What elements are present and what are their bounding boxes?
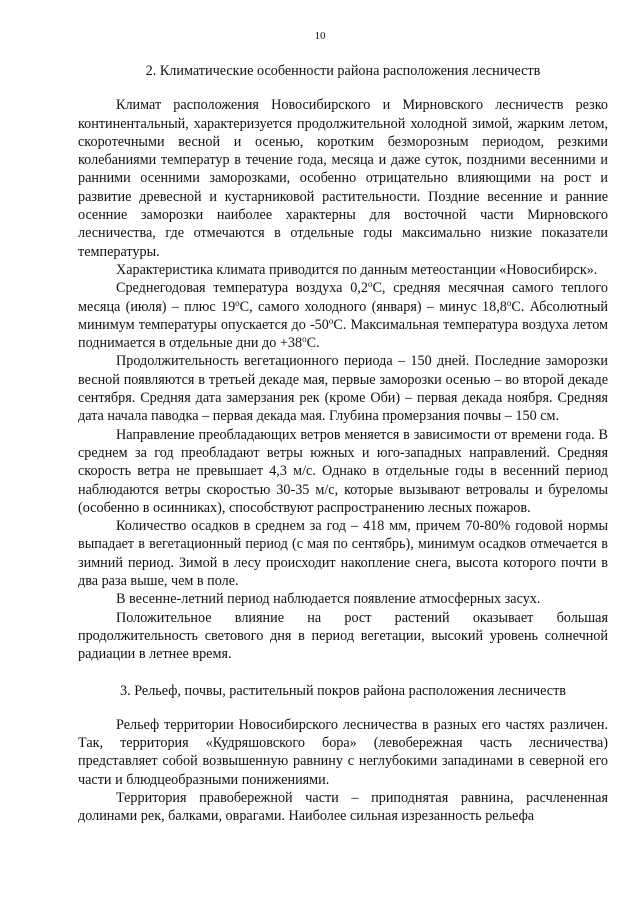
section-heading-relief: 3. Рельеф, почвы, растительный покров района расположения лесничеств	[120, 682, 566, 699]
degree-superscript: o	[367, 279, 373, 290]
paragraph-text: С. Абсолютный минимум температуры опускается до -50	[78, 298, 608, 333]
degree-superscript: o	[302, 334, 307, 345]
paragraph	[78, 609, 608, 664]
paragraph	[78, 352, 608, 425]
paragraph-text: С, средняя месячная самого теплого месяца (июля) – плюс 19	[78, 280, 608, 315]
paragraph	[78, 789, 608, 826]
paragraph	[78, 517, 608, 590]
paragraph-text: Территория правобережной части – приподнятая равнина, расчлененная долинами рек, балками, оврагами. Наиболее сильная изрезанность рельефа	[78, 789, 608, 825]
paragraph-text: Рельеф территории Новосибирского лесничества в разных его частях различен. Так, территория «Кудряшовского бора» (левобережная часть лесничества) представляет собой возвышенную равнину с неглубокими западинами в северной его части и блюдцеобразными понижениями.	[78, 716, 608, 788]
paragraph	[78, 279, 608, 352]
paragraph-text: Количество осадков в среднем за год – 418 мм, причем 70-80% годовой нормы выпадает в вегетационный период (с мая по сентябрь), минимум осадков отмечается в зимний период. Зимой в лесу происходит накопление снега, высота которого почти в два раза выше, чем в поле.	[78, 518, 608, 590]
page-number: 10	[314, 30, 326, 42]
paragraph	[78, 716, 608, 789]
paragraph-text: Направление преобладающих ветров меняется в зависимости от времени года. В среднем за год преобладают ветры южных и юго-западных направлений. Средняя скорость ветра не превышает 4,3 м/с. Однако в отдельные годы в весенний период наблюдаются ветры скоростью 30-35 м/с, которые вызывают ветровалы и буреломы (особенно в осинниках), способствуют распространению лесных пожаров.	[78, 426, 608, 516]
degree-superscript: o	[328, 315, 334, 326]
section-climate-text	[78, 96, 608, 663]
document-body	[78, 62, 608, 826]
paragraph-text: Среднегодовая температура воздуха 0,2	[116, 280, 368, 297]
degree-superscript: o	[235, 297, 240, 308]
paragraph-text: Продолжительность вегетационного периода – 150 дней. Последние заморозки весной появляются в третьей декаде мая, первые заморозки осенью – во второй декаде сентября. Средняя дата замерзания рек (кроме Оби) – первая декада ноября. Средняя дата начала паводка – первая декада мая. Глубина промерзания почвы – 150 см.	[78, 353, 608, 425]
paragraph	[78, 261, 608, 279]
paragraph-text: Положительное влияние на рост растений оказывает большая продолжительность светового дня в период вегетации, высокий уровень солнечной радиации в летнее время.	[78, 609, 608, 663]
section-relief-text	[78, 716, 608, 826]
paragraph-text: С, самого холодного (января) – минус 18,8	[239, 298, 507, 315]
paragraph-text: С.	[306, 335, 320, 352]
paragraph-text: В весенне-летний период наблюдается появление атмосферных засух.	[116, 591, 541, 608]
paragraph-text: С. Максимальная температура воздуха летом поднимается в отдельные дни до +38	[78, 316, 608, 352]
paragraph	[78, 426, 608, 517]
degree-superscript: o	[506, 297, 512, 308]
paragraph-text: Характеристика климата приводится по данным метеостанции «Новосибирск».	[116, 261, 598, 278]
paragraph-text: Климат расположения Новосибирского и Мирновского лесничеств резко континентальный, характеризуется продолжительной холодной зимой, жарким летом, скоротечными весной и осенью, коротким безморозным периодом, резкими колебаниями температур в течение года, месяца и даже суток, поздними весенними и ранними осенними заморозками, особенно отрицательно влияющими на рост и развитие древесной и кустарниковой растительности. Поздние весенние и ранние осенние заморозки наиболее характерны для восточной части Мирновского лесничества, где отмечаются в отдельные годы максимально низкие показатели температуры.	[78, 97, 608, 260]
paragraph	[78, 96, 608, 261]
paragraph	[78, 590, 608, 608]
section-heading-climate: 2. Климатические особенности района расположения лесничеств	[145, 63, 541, 79]
